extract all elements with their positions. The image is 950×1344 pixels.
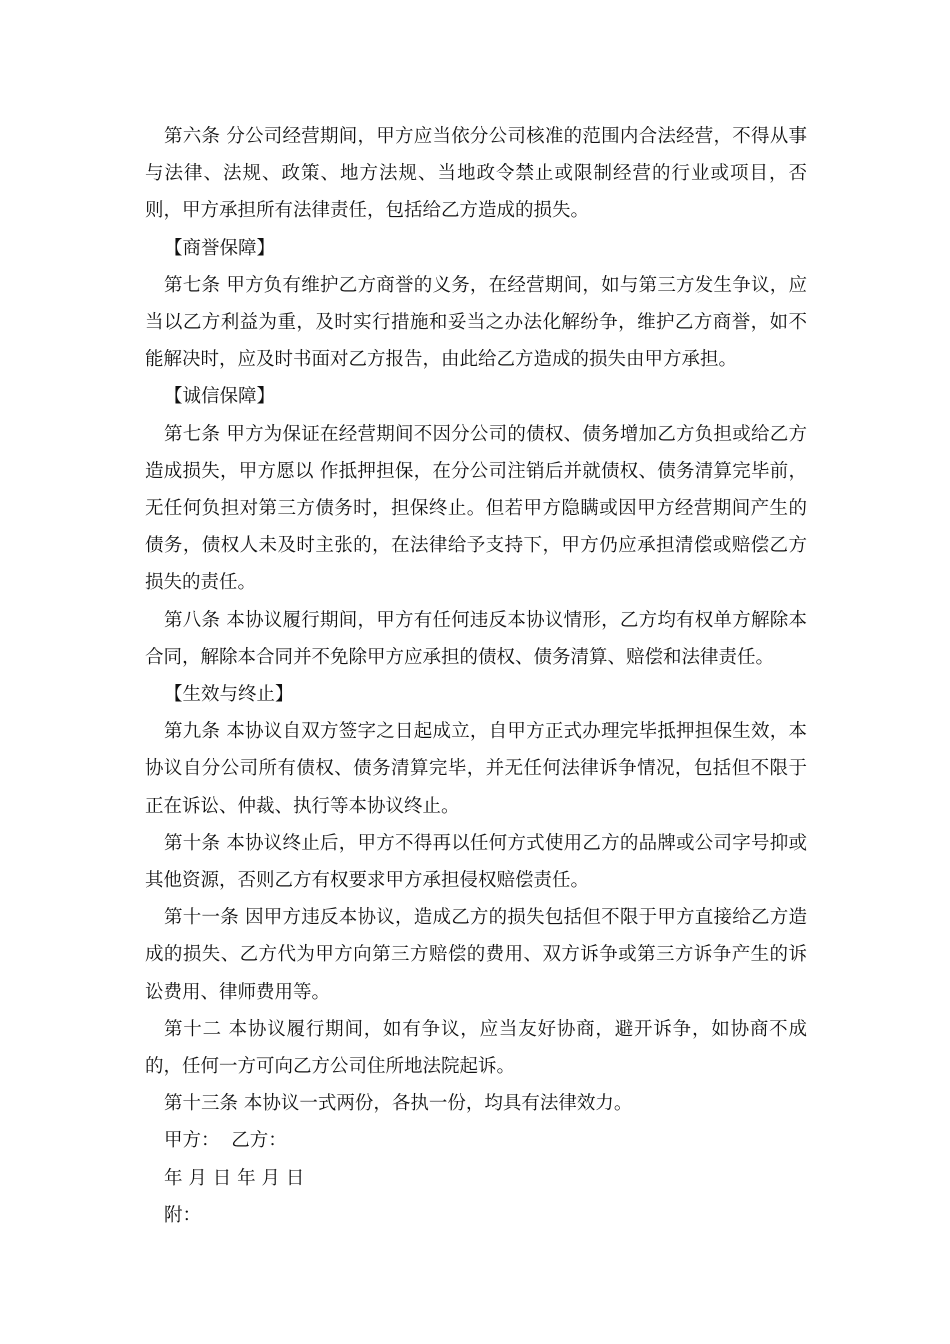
section-heading-effect: 【生效与终止】 — [164, 684, 294, 706]
signature-dates: 年 月 日 年 月 日 — [164, 1167, 305, 1189]
article-7-integrity: 第七条 甲方为保证在经营期间不因分公司的债权、债务增加乙方负担或给乙方造成损失，甲方愿以 作抵押担保，在分公司注销后并就债权、债务清算完毕前，无任何负担对第三方债务时，担保终止。但若甲方隐瞒或因甲方经营期间产生的债务，债权人未及时主张的，在法律给予支持下，甲方仍应承担清偿或赔偿乙方损失的责任。 — [145, 423, 807, 594]
article-10: 第十条 本协议终止后，甲方不得再以任何方式使用乙方的品牌或公司字号抑或其他资源，否则乙方有权要求甲方承担侵权赔偿责任。 — [145, 832, 807, 892]
article-6: 第六条 分公司经营期间，甲方应当依分公司核准的范围内合法经营，不得从事与法律、法规、政策、地方法规、当地政令禁止或限制经营的行业或项目，否则，甲方承担所有法律责任，包括给乙方造成的损失。 — [145, 126, 807, 222]
signature-parties: 甲方： 乙方： — [164, 1130, 287, 1152]
attachment-label: 附： — [164, 1204, 202, 1226]
document-body — [145, 118, 807, 1234]
section-heading-integrity: 【诚信保障】 — [164, 386, 276, 408]
article-11: 第十一条 因甲方违反本协议，造成乙方的损失包括但不限于甲方直接给乙方造成的损失、乙方代为甲方向第三方赔偿的费用、双方诉争或第三方诉争产生的诉讼费用、律师费用等。 — [145, 907, 807, 1003]
article-7-reputation: 第七条 甲方负有维护乙方商誉的义务，在经营期间，如与第三方发生争议，应当以乙方利益为重，及时实行措施和妥当之办法化解纷争，维护乙方商誉，如不能解决时，应及时书面对乙方报告，由此给乙方造成的损失由甲方承担。 — [145, 274, 807, 371]
section-heading-reputation: 【商誉保障】 — [164, 237, 276, 259]
article-12: 第十二 本协议履行期间，如有争议，应当友好协商，避开诉争，如协商不成的，任何一方可向乙方公司住所地法院起诉。 — [145, 1018, 807, 1078]
article-9: 第九条 本协议自双方签字之日起成立，自甲方正式办理完毕抵押担保生效，本协议自分公司所有债权、债务清算完毕，并无任何法律诉争情况，包括但不限于正在诉讼、仲裁、执行等本协议终止。 — [145, 721, 807, 817]
article-8: 第八条 本协议履行期间，甲方有任何违反本协议情形，乙方均有权单方解除本合同，解除本合同并不免除甲方应承担的债权、债务清算、赔偿和法律责任。 — [145, 609, 807, 668]
article-13: 第十三条 本协议一式两份，各执一份，均具有法律效力。 — [164, 1093, 633, 1115]
